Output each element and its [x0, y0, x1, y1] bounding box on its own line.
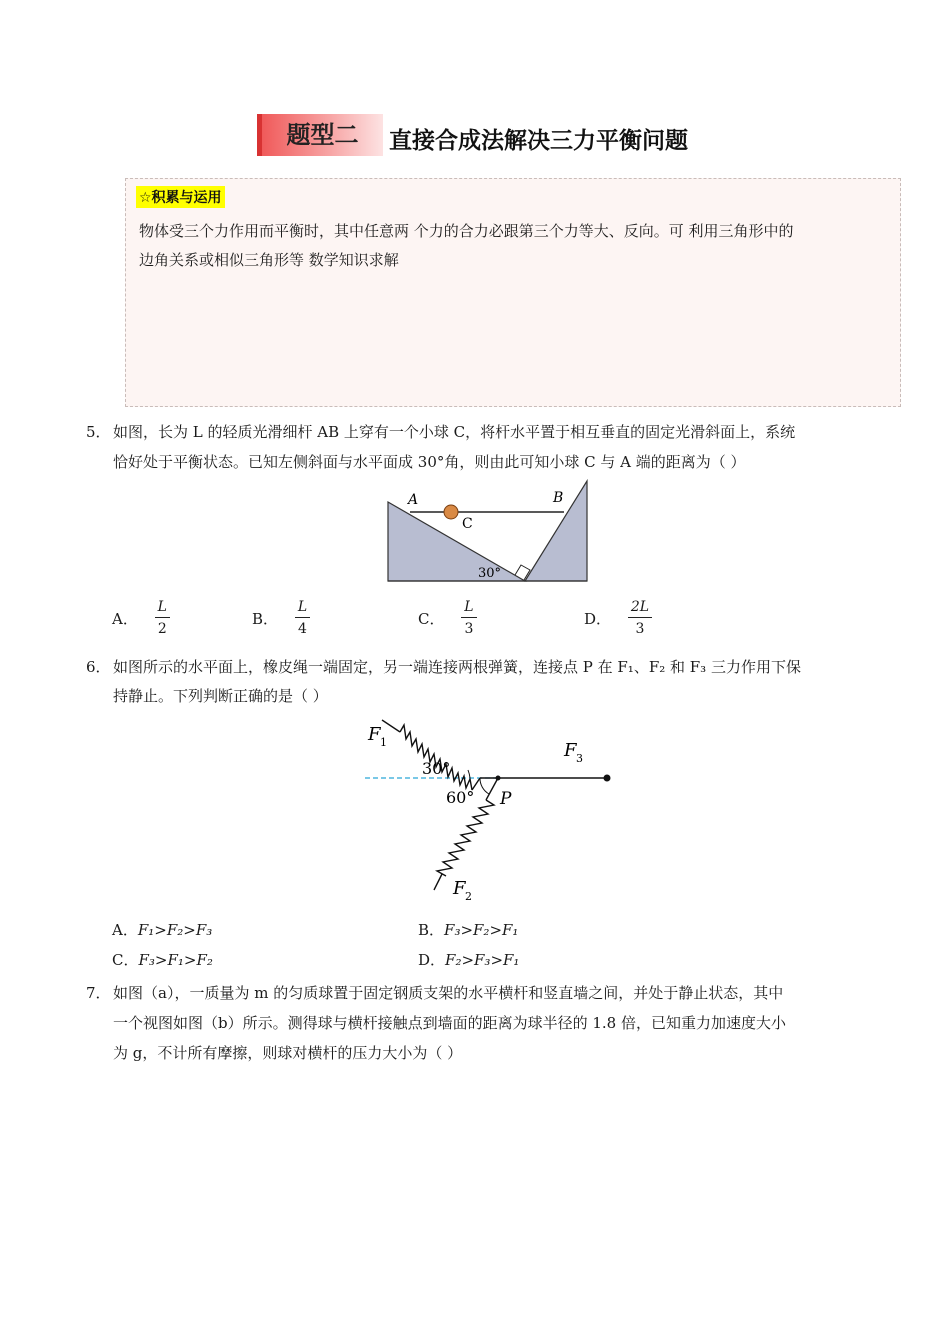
f2-subscript: 2	[465, 890, 472, 903]
section-badge-label: 题型二	[286, 121, 359, 149]
question-7-line-3: 为 g，不计所有摩擦，则球对横杆的压力大小为（ ）	[113, 1044, 463, 1062]
question-5-figure	[380, 478, 595, 586]
question-6-line-1: 如图所示的水平面上，橡皮绳一端固定，另一端连接两根弹簧，连接点 P 在 F₁、F₂ 和 F₃ 三力作用下保	[113, 658, 801, 676]
question-6-figure	[360, 708, 620, 908]
question-7-line-2: 一个视图如图（b）所示。测得球与横杆接触点到墙面的距离为球半径的 1.8 倍，已知重力加速度大小	[113, 1014, 786, 1032]
knowledge-text-line-1: 物体受三个力作用而平衡时，其中任意两 个力的合力必跟第三个力等大、反向。可 利用三角形中的	[139, 222, 794, 240]
question-7-line-1: 如图（a），一质量为 m 的匀质球置于固定钢质支架的水平横杆和竖直墙之间，并处于静止状态，其中	[113, 984, 784, 1002]
f3-subscript: 3	[576, 752, 583, 765]
f3-label: F	[564, 740, 577, 761]
question-7-number: 7．	[86, 984, 111, 1002]
angle-30-label: 30°	[422, 759, 451, 778]
question-6-number: 6．	[86, 658, 111, 676]
question-5-option-c[interactable]: C． $\frac{L}{3}$	[418, 597, 477, 640]
question-5-option-b[interactable]: B． $\frac{L}{4}$	[252, 597, 310, 640]
question-6-option-b[interactable]: B．F₃>F₂>F₁	[418, 921, 519, 939]
question-5-option-d[interactable]: D． $\frac{2L}{3}$	[584, 597, 652, 640]
f2-label: F	[453, 878, 466, 899]
knowledge-tag: ☆积累与运用	[136, 186, 225, 208]
question-6-option-a[interactable]: A．F₁>F₂>F₃	[112, 921, 213, 939]
question-5-number: 5．	[86, 423, 111, 441]
question-6-option-c[interactable]: C．F₃>F₁>F₂	[112, 951, 213, 969]
question-5-line-2: 恰好处于平衡状态。已知左侧斜面与水平面成 30°角，则由此可知小球 C 与 A 端的距离为（ ）	[113, 453, 746, 471]
question-6-line-2: 持静止。下列判断正确的是（ ）	[113, 687, 328, 705]
f1-label: F	[368, 724, 381, 745]
label-c: C	[462, 516, 473, 532]
question-5-option-a[interactable]: A． $\frac{L}{2}$	[112, 597, 170, 640]
question-6-option-d[interactable]: D．F₂>F₃>F₁	[418, 951, 520, 969]
angle-arc-30	[468, 770, 470, 778]
angle-60-label: 60°	[446, 788, 475, 807]
fixed-point	[604, 775, 611, 782]
section-badge	[257, 114, 383, 156]
ball-c	[444, 505, 458, 519]
spring-f1	[382, 720, 498, 790]
f1-subscript: 1	[380, 736, 387, 749]
label-a: A	[408, 492, 419, 508]
section-title: 直接合成法解决三力平衡问题	[389, 128, 688, 154]
angle-arc-60	[480, 778, 489, 794]
angle-label: 30°	[478, 566, 502, 581]
knowledge-box	[125, 178, 901, 407]
knowledge-text-line-2: 边角关系或相似三角形等 数学知识求解	[139, 251, 399, 269]
question-5-line-1: 如图，长为 L 的轻质光滑细杆 AB 上穿有一个小球 C，将杆水平置于相互垂直的固定光滑斜面上，系统	[113, 423, 796, 441]
point-p-label: P	[500, 789, 512, 809]
label-b: B	[553, 490, 564, 506]
